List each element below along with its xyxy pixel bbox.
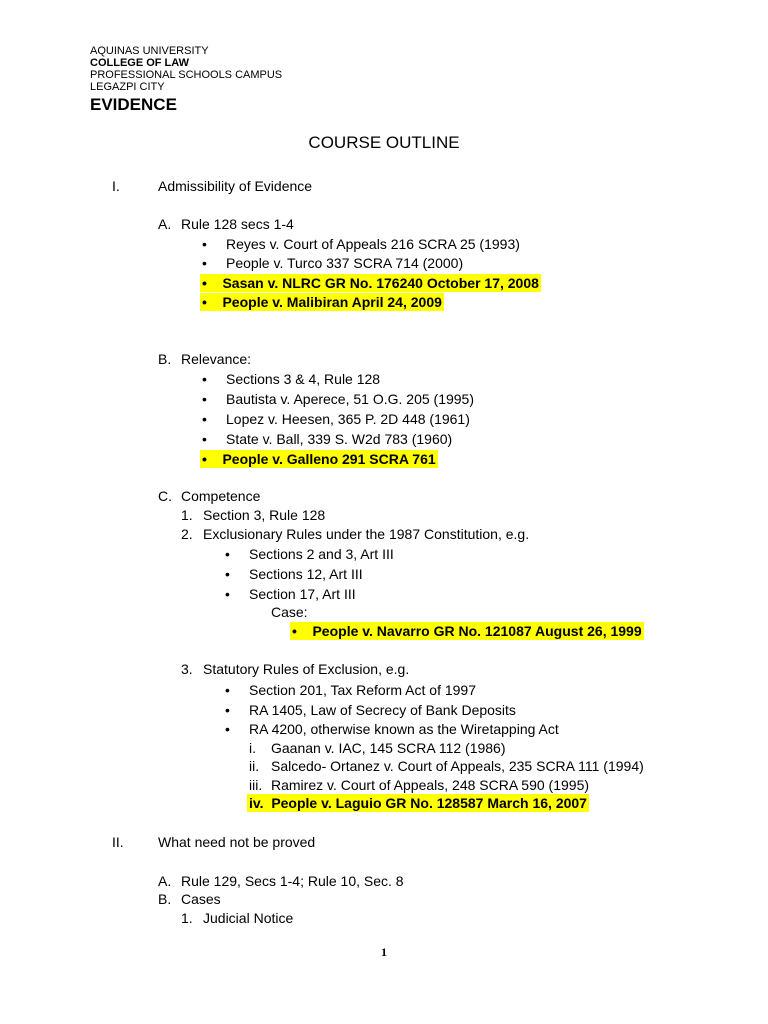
section-2-a-text: Rule 129, Secs 1-4; Rule 10, Sec. 8 [181, 873, 404, 889]
c1-text: Section 3, Rule 128 [203, 507, 326, 523]
city-name: LEGAZPI CITY [90, 81, 165, 93]
relevance-item: • Lopez v. Heesen, 365 P. 2D 448 (1961) [226, 410, 470, 428]
case-sasan: Sasan v. NLRC GR No. 176240 October 17, 2008 [222, 275, 539, 291]
case-galleno: People v. Galleno 291 SCRA 761 [222, 451, 436, 467]
c3-text: Statutory Rules of Exclusion, e.g. [203, 661, 410, 677]
bullet-glyph: • [202, 294, 223, 310]
c1-label: 1. [181, 507, 193, 523]
college-name: COLLEGE OF LAW [90, 57, 189, 69]
case-malibiran: People v. Malibiran April 24, 2009 [222, 294, 442, 310]
item-c-label: C. [158, 488, 172, 504]
roman-label: i. [249, 740, 256, 756]
roman-label: iii. [249, 777, 263, 793]
item-b-label: B. [158, 351, 172, 367]
constitution-item: • Sections 12, Art III [249, 565, 363, 583]
case-navarro: People v. Navarro GR No. 121087 August 26, 1999 [312, 623, 642, 639]
statutory-item: • RA 4200, otherwise known as the Wiretapping Act [249, 720, 559, 738]
section-2-b-label: B. [158, 891, 172, 907]
constitution-item: • Sections 2 and 3, Art III [249, 545, 394, 563]
c2-label: 2. [181, 526, 193, 542]
section-1-numeral: I. [112, 178, 120, 194]
relevance-item: • Bautista v. Aperece, 51 O.G. 205 (1995) [226, 390, 474, 408]
bullet-glyph: • [202, 451, 223, 467]
relevance-item: • Sections 3 & 4, Rule 128 [226, 370, 380, 388]
item-b-text: Relevance: [181, 351, 252, 367]
case-navarro-highlighted [292, 622, 644, 640]
roman-label: iv. [249, 795, 264, 811]
case-ramirez: Ramirez v. Court of Appeals, 248 SCRA 590 (1995) [271, 777, 590, 793]
section-2-1-label: 1. [181, 910, 193, 926]
statutory-item: • Section 201, Tax Reform Act of 1997 [249, 681, 476, 699]
case-laguio: People v. Laguio GR No. 128587 March 16, 2007 [271, 795, 587, 811]
subject-title: EVIDENCE [90, 95, 177, 114]
section-1-heading: Admissibility of Evidence [158, 178, 313, 194]
case-sasan-highlighted [202, 274, 541, 292]
campus-name: PROFESSIONAL SCHOOLS CAMPUS [90, 69, 283, 81]
roman-label: ii. [249, 758, 260, 774]
page-number: 1 [381, 945, 387, 959]
section-2-1-text: Judicial Notice [203, 910, 294, 926]
relevance-item: • State v. Ball, 339 S. W2d 783 (1960) [226, 430, 452, 448]
bullet-glyph: • [292, 623, 313, 639]
case-gaanan: Gaanan v. IAC, 145 SCRA 112 (1986) [271, 740, 506, 756]
item-c-text: Competence [181, 488, 261, 504]
section-2-numeral: II. [112, 834, 124, 850]
case-galleno-highlighted [202, 450, 438, 468]
item-a-label: A. [158, 216, 172, 232]
university-name: AQUINAS UNIVERSITY [90, 45, 209, 57]
case-reyes: • Reyes v. Court of Appeals 216 SCRA 25 (1993) [226, 235, 520, 253]
section-2-a-label: A. [158, 873, 172, 889]
item-a-text: Rule 128 secs 1-4 [181, 216, 294, 232]
constitution-item: • Section 17, Art III [249, 585, 356, 603]
section-2-b-text: Cases [181, 891, 221, 907]
case-turco: • People v. Turco 337 SCRA 714 (2000) [226, 254, 463, 272]
statutory-item: • RA 1405, Law of Secrecy of Bank Deposits [249, 701, 516, 719]
bullet-glyph: • [202, 275, 223, 291]
page-title: COURSE OUTLINE [308, 133, 460, 152]
c3-label: 3. [181, 661, 193, 677]
c2-text: Exclusionary Rules under the 1987 Constitution, e.g. [203, 526, 530, 542]
section-2-heading: What need not be proved [158, 834, 316, 850]
case-laguio-highlighted [249, 794, 589, 812]
case-malibiran-highlighted [202, 293, 444, 311]
case-salcedo: Salcedo- Ortanez v. Court of Appeals, 235 SCRA 111 (1994) [271, 758, 644, 774]
case-label: Case: [271, 604, 308, 620]
